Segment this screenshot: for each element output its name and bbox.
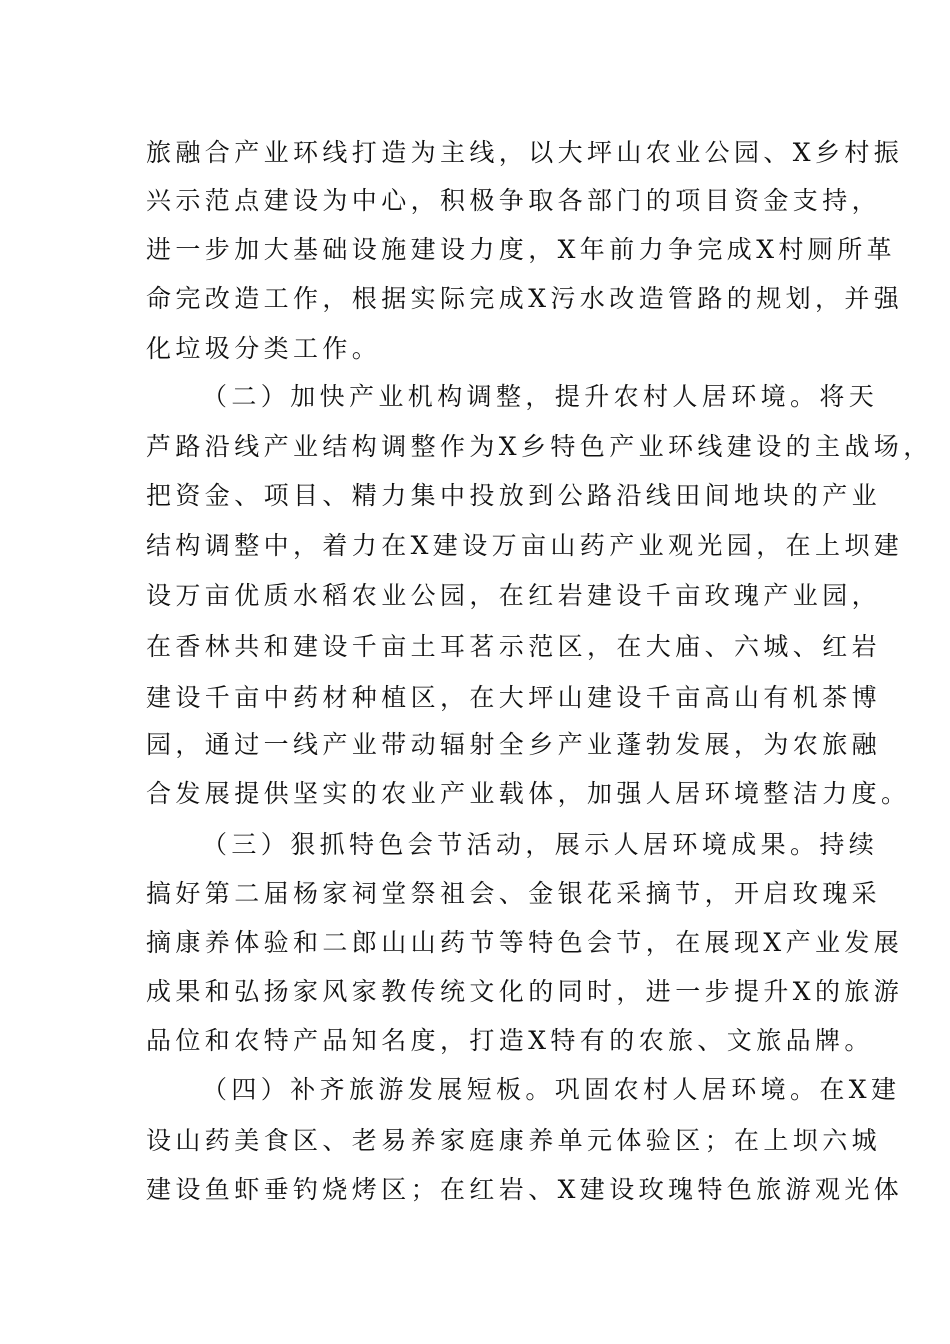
- text-line-14: 合发展提供坚实的农业产业载体，加强人居环境整洁力度。: [146, 779, 911, 808]
- text-line-13: 园，通过一线产业带动辐射全乡产业蓬勃发展，为农旅融: [146, 730, 882, 759]
- text-line-17: 摘康养体验和二郎山山药节等特色会节，在展现X产业发展: [146, 928, 904, 957]
- text-line-10: 设万亩优质水稻农业公园，在红岩建设千亩玫瑰产业园，: [146, 581, 882, 610]
- text-line-2: 兴示范点建设为中心，积极争取各部门的项目资金支持，: [146, 186, 882, 215]
- text-line-3: 进一步加大基础设施建设力度，X年前力争完成X村厕所革: [146, 235, 896, 264]
- text-line-19: 品位和农特产品知名度，打造X特有的农旅、文旅品牌。: [146, 1026, 874, 1055]
- text-line-21: 设山药美食区、老易养家庭康养单元体验区；在上坝六城: [146, 1126, 882, 1155]
- text-line-12: 建设千亩中药材种植区，在大坪山建设千亩高山有机茶博: [146, 683, 882, 712]
- text-line-16: 搞好第二届杨家祠堂祭祖会、金银花采摘节，开启玫瑰采: [146, 879, 882, 908]
- text-line-5: 化垃圾分类工作。: [146, 334, 382, 363]
- text-line-8: 把资金、项目、精力集中投放到公路沿线田间地块的产业: [146, 481, 882, 510]
- text-line-7: 芦路沿线产业结构调整作为X乡特色产业环线建设的主战场，: [146, 432, 933, 461]
- text-line-22: 建设鱼虾垂钓烧烤区；在红岩、X建设玫瑰特色旅游观光体: [146, 1175, 904, 1204]
- paragraph-3-heading-line: （三）狠抓特色会节活动，展示人居环境成果。持续: [202, 830, 879, 859]
- text-line-18: 成果和弘扬家风家教传统文化的同时，进一步提升X的旅游: [146, 977, 904, 1006]
- text-line-4: 命完改造工作，根据实际完成X污水改造管路的规划，并强: [146, 284, 904, 313]
- text-line-1: 旅融合产业环线打造为主线，以大坪山农业公园、X乡村振: [146, 138, 904, 167]
- text-line-11: 在香林共和建设千亩土耳茗示范区，在大庙、六城、红岩: [146, 632, 882, 661]
- paragraph-4-heading-line: （四）补齐旅游发展短板。巩固农村人居环境。在X建: [202, 1075, 901, 1104]
- paragraph-2-heading-line: （二）加快产业机构调整，提升农村人居环境。将天: [202, 382, 879, 411]
- text-line-9: 结构调整中，着力在X建设万亩山药产业观光园，在上坝建: [146, 531, 904, 560]
